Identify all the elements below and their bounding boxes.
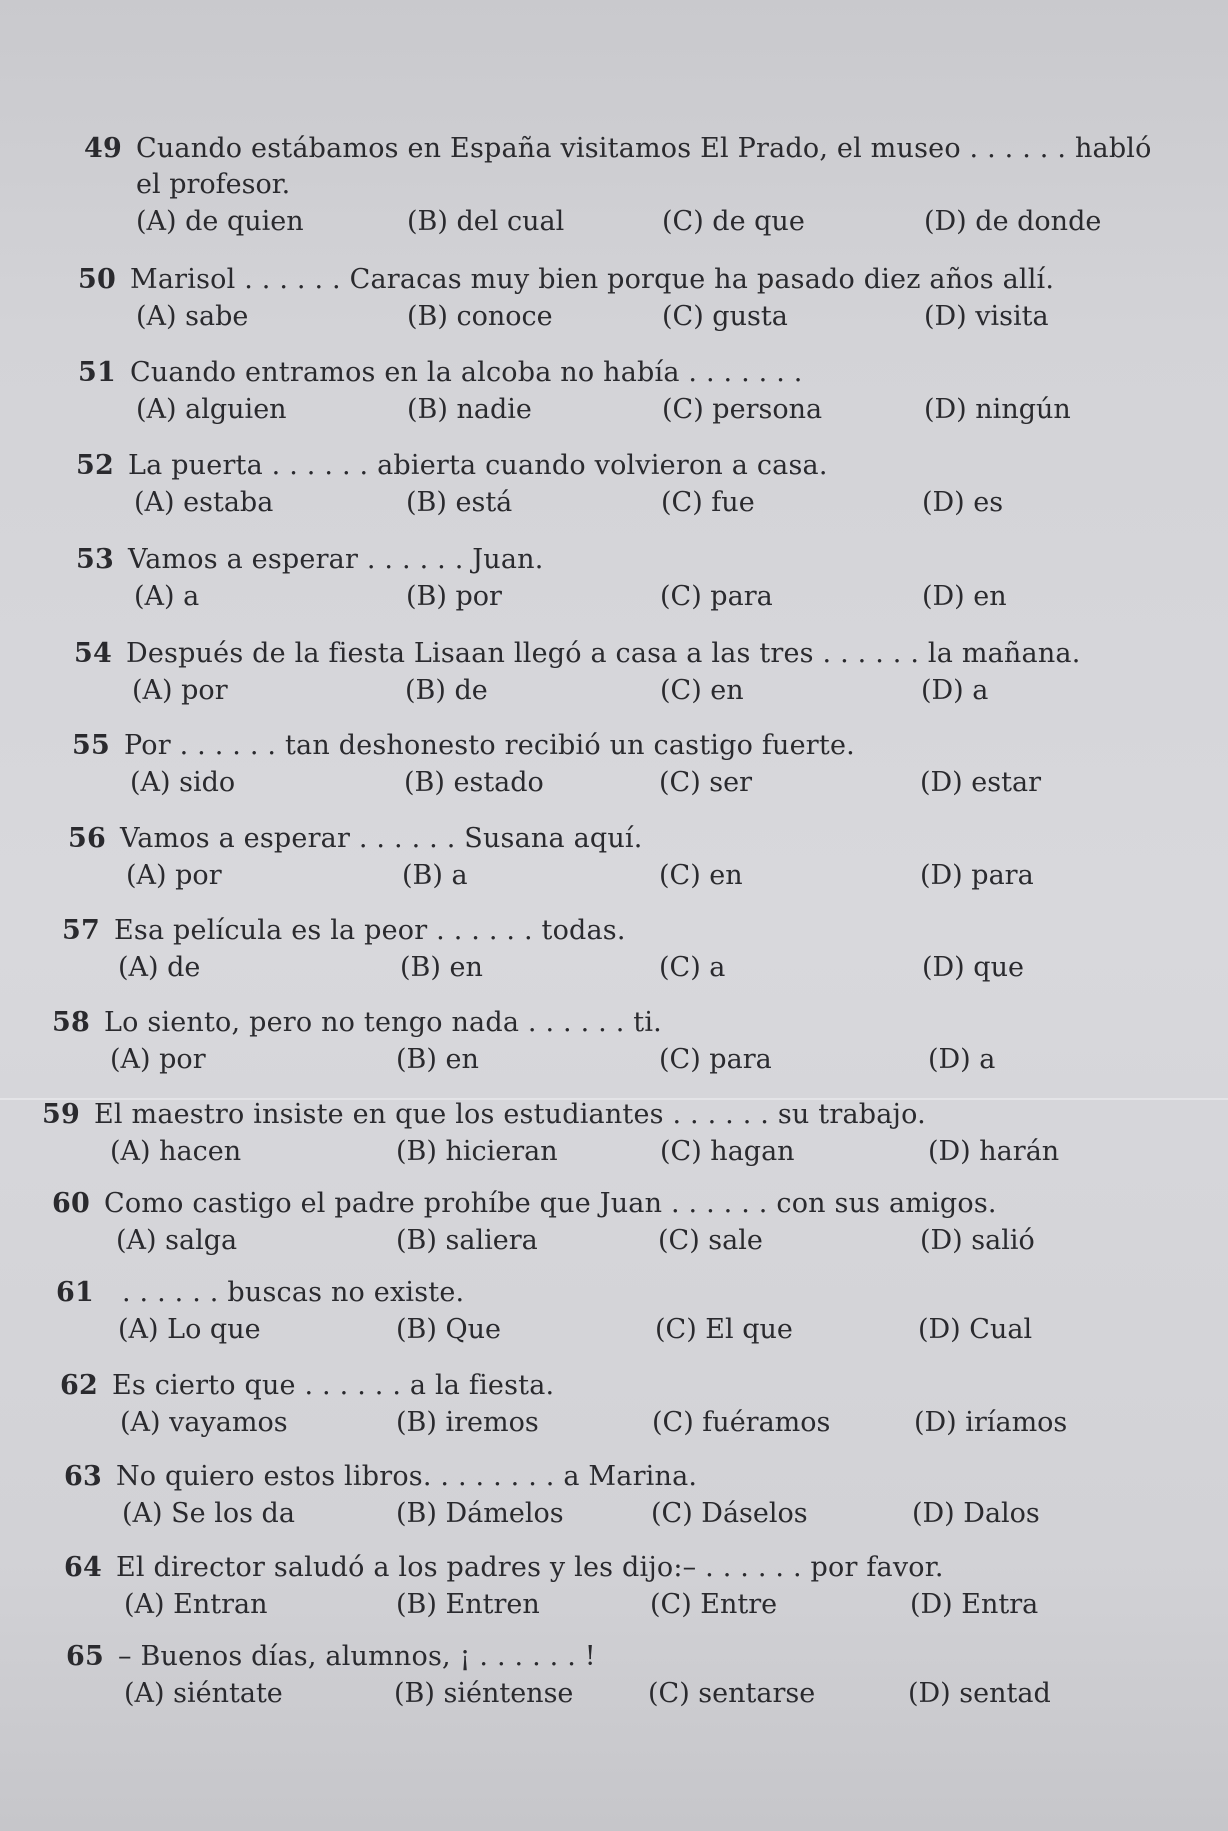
question-52 <box>0 449 1228 529</box>
question-50 <box>0 263 1228 343</box>
question-58 <box>0 1006 1228 1086</box>
option-d[interactable]: (D) Entra <box>910 1589 1039 1620</box>
question-text: Lo siento, pero no tengo nada . . . . . . ti. <box>103 1007 662 1038</box>
option-a[interactable]: (A) siéntate <box>124 1678 283 1709</box>
question-text: Es cierto que . . . . . . a la fiesta. <box>111 1370 555 1401</box>
option-c[interactable]: (C) persona <box>662 394 823 425</box>
option-d[interactable]: (D) de donde <box>924 206 1102 237</box>
question-stem <box>76 449 828 483</box>
question-number: 58 <box>52 1007 90 1038</box>
option-d[interactable]: (D) estar <box>920 767 1041 798</box>
option-a[interactable]: (A) alguien <box>136 394 287 425</box>
option-c[interactable]: (C) hagan <box>660 1136 795 1167</box>
option-a[interactable]: (A) Lo que <box>118 1314 261 1345</box>
option-a[interactable]: (A) sido <box>130 767 236 798</box>
option-d[interactable]: (D) sentad <box>908 1678 1051 1709</box>
option-d[interactable]: (D) ningún <box>924 394 1071 425</box>
question-text: . . . . . . buscas no existe. <box>121 1277 465 1308</box>
question-number: 52 <box>76 450 114 481</box>
option-b[interactable]: (B) estado <box>404 767 544 798</box>
question-63 <box>0 1460 1228 1540</box>
option-d[interactable]: (D) iríamos <box>914 1407 1068 1438</box>
question-stem <box>72 729 855 763</box>
question-text: El director saludó a los padres y les dijo:– . . . . . . por favor. <box>115 1552 944 1583</box>
option-d[interactable]: (D) es <box>922 487 1004 518</box>
question-53 <box>0 543 1228 623</box>
question-60 <box>0 1187 1228 1267</box>
question-54 <box>0 637 1228 717</box>
option-d[interactable]: (D) que <box>922 952 1024 983</box>
question-61 <box>0 1276 1228 1356</box>
option-c[interactable]: (C) para <box>660 581 773 612</box>
option-c[interactable]: (C) sentarse <box>648 1678 816 1709</box>
option-a[interactable]: (A) de <box>118 952 201 983</box>
option-c[interactable]: (C) ser <box>659 767 753 798</box>
question-stem <box>56 1276 464 1310</box>
option-a[interactable]: (A) hacen <box>110 1136 242 1167</box>
option-a[interactable]: (A) de quien <box>136 206 304 237</box>
option-b[interactable]: (B) a <box>402 860 468 891</box>
option-a[interactable]: (A) sabe <box>136 301 249 332</box>
question-text: Vamos a esperar . . . . . . Juan. <box>127 544 544 575</box>
option-b[interactable]: (B) Que <box>396 1314 501 1345</box>
question-57 <box>0 914 1228 994</box>
question-stem <box>84 132 1152 166</box>
option-a[interactable]: (A) salga <box>116 1225 238 1256</box>
option-c[interactable]: (C) en <box>659 860 743 891</box>
option-b[interactable]: (B) siéntense <box>394 1678 574 1709</box>
option-a[interactable]: (A) Se los da <box>122 1498 295 1529</box>
question-text: – Buenos días, alumnos, ¡ . . . . . . ! <box>117 1641 596 1672</box>
option-b[interactable]: (B) de <box>405 675 488 706</box>
option-b[interactable]: (B) Dámelos <box>396 1498 564 1529</box>
question-stem <box>78 356 803 390</box>
option-b[interactable]: (B) nadie <box>407 394 532 425</box>
option-b[interactable]: (B) saliera <box>396 1225 538 1256</box>
question-text: La puerta . . . . . . abierta cuando volvieron a casa. <box>127 450 828 481</box>
option-b[interactable]: (B) conoce <box>407 301 553 332</box>
question-number: 62 <box>60 1370 98 1401</box>
question-text: Por . . . . . . tan deshonesto recibió un castigo fuerte. <box>123 730 855 761</box>
question-text: Vamos a esperar . . . . . . Susana aquí. <box>119 823 643 854</box>
option-c[interactable]: (C) gusta <box>662 301 788 332</box>
option-d[interactable]: (D) en <box>922 581 1007 612</box>
question-text: Como castigo el padre prohíbe que Juan . . . . . . con sus amigos. <box>103 1188 997 1219</box>
question-number: 56 <box>68 823 106 854</box>
question-65 <box>0 1640 1228 1720</box>
question-56 <box>0 822 1228 902</box>
option-c[interactable]: (C) fue <box>661 487 755 518</box>
option-a[interactable]: (A) por <box>126 860 222 891</box>
option-d[interactable]: (D) salió <box>920 1225 1035 1256</box>
option-b[interactable]: (B) Entren <box>396 1589 540 1620</box>
question-number: 59 <box>42 1099 80 1130</box>
question-stem <box>52 1187 997 1221</box>
question-stem <box>64 1551 944 1585</box>
question-62 <box>0 1369 1228 1449</box>
option-c[interactable]: (C) en <box>660 675 744 706</box>
option-b[interactable]: (B) del cual <box>407 206 565 237</box>
question-text: No quiero estos libros. . . . . . . . a Marina. <box>115 1461 698 1492</box>
question-stem <box>52 1006 662 1040</box>
option-d[interactable]: (D) visita <box>924 301 1049 332</box>
question-number: 55 <box>72 730 110 761</box>
option-c[interactable]: (C) Entre <box>650 1589 778 1620</box>
option-b[interactable]: (B) hicieran <box>396 1136 558 1167</box>
option-c[interactable]: (C) para <box>659 1044 772 1075</box>
question-text: El maestro insiste en que los estudiantes . . . . . . su trabajo. <box>93 1099 926 1130</box>
question-stem <box>68 822 643 856</box>
question-stem <box>78 263 1054 297</box>
question-number: 57 <box>62 915 100 946</box>
question-59 <box>0 1098 1228 1178</box>
question-number: 64 <box>64 1552 102 1583</box>
option-c[interactable]: (C) fuéramos <box>652 1407 831 1438</box>
option-c[interactable]: (C) de que <box>662 206 805 237</box>
question-number: 50 <box>78 264 116 295</box>
option-a[interactable]: (A) por <box>110 1044 206 1075</box>
question-text: Cuando estábamos en España visitamos El Prado, el museo . . . . . . habló <box>135 133 1152 164</box>
question-number: 61 <box>56 1277 94 1308</box>
question-number: 49 <box>84 133 122 164</box>
option-a[interactable]: (A) estaba <box>134 487 274 518</box>
option-b[interactable]: (B) en <box>400 952 483 983</box>
option-b[interactable]: (B) por <box>406 581 502 612</box>
question-number: 53 <box>76 544 114 575</box>
option-a[interactable]: (A) a <box>134 581 200 612</box>
question-number: 54 <box>74 638 112 669</box>
option-c[interactable]: (C) a <box>659 952 726 983</box>
option-a[interactable]: (A) vayamos <box>120 1407 288 1438</box>
option-a[interactable]: (A) por <box>132 675 228 706</box>
question-stem <box>62 914 626 948</box>
option-d[interactable]: (D) a <box>928 1044 996 1075</box>
question-64 <box>0 1551 1228 1631</box>
question-number: 60 <box>52 1188 90 1219</box>
option-d[interactable]: (D) harán <box>928 1136 1060 1167</box>
option-a[interactable]: (A) Entran <box>124 1589 268 1620</box>
question-stem <box>60 1369 554 1403</box>
question-number: 65 <box>66 1641 104 1672</box>
question-stem <box>42 1098 926 1132</box>
option-d[interactable]: (D) Dalos <box>912 1498 1040 1529</box>
option-b[interactable]: (B) en <box>396 1044 479 1075</box>
question-stem <box>74 637 1080 671</box>
option-d[interactable]: (D) para <box>920 860 1034 891</box>
question-text: Marisol . . . . . . Caracas muy bien porque ha pasado diez años allí. <box>129 264 1055 295</box>
question-51 <box>0 356 1228 436</box>
question-text: Después de la fiesta Lisaan llegó a casa a las tres . . . . . . la mañana. <box>125 638 1081 669</box>
question-text: Esa película es la peor . . . . . . todas. <box>113 915 626 946</box>
question-number: 51 <box>78 357 116 388</box>
question-49 <box>0 132 1228 237</box>
question-text: Cuando entramos en la alcoba no había . . . . . . . <box>129 357 803 388</box>
option-d[interactable]: (D) a <box>921 675 989 706</box>
option-c[interactable]: (C) El que <box>655 1314 793 1345</box>
option-b[interactable]: (B) iremos <box>396 1407 539 1438</box>
option-d[interactable]: (D) Cual <box>918 1314 1033 1345</box>
question-stem <box>76 543 544 577</box>
question-stem <box>66 1640 596 1674</box>
question-text-continuation: el profesor. <box>136 169 291 200</box>
option-b[interactable]: (B) está <box>406 487 513 518</box>
question-55 <box>0 729 1228 809</box>
option-c[interactable]: (C) sale <box>658 1225 763 1256</box>
option-c[interactable]: (C) Dáselos <box>651 1498 808 1529</box>
question-stem <box>64 1460 697 1494</box>
question-number: 63 <box>64 1461 102 1492</box>
